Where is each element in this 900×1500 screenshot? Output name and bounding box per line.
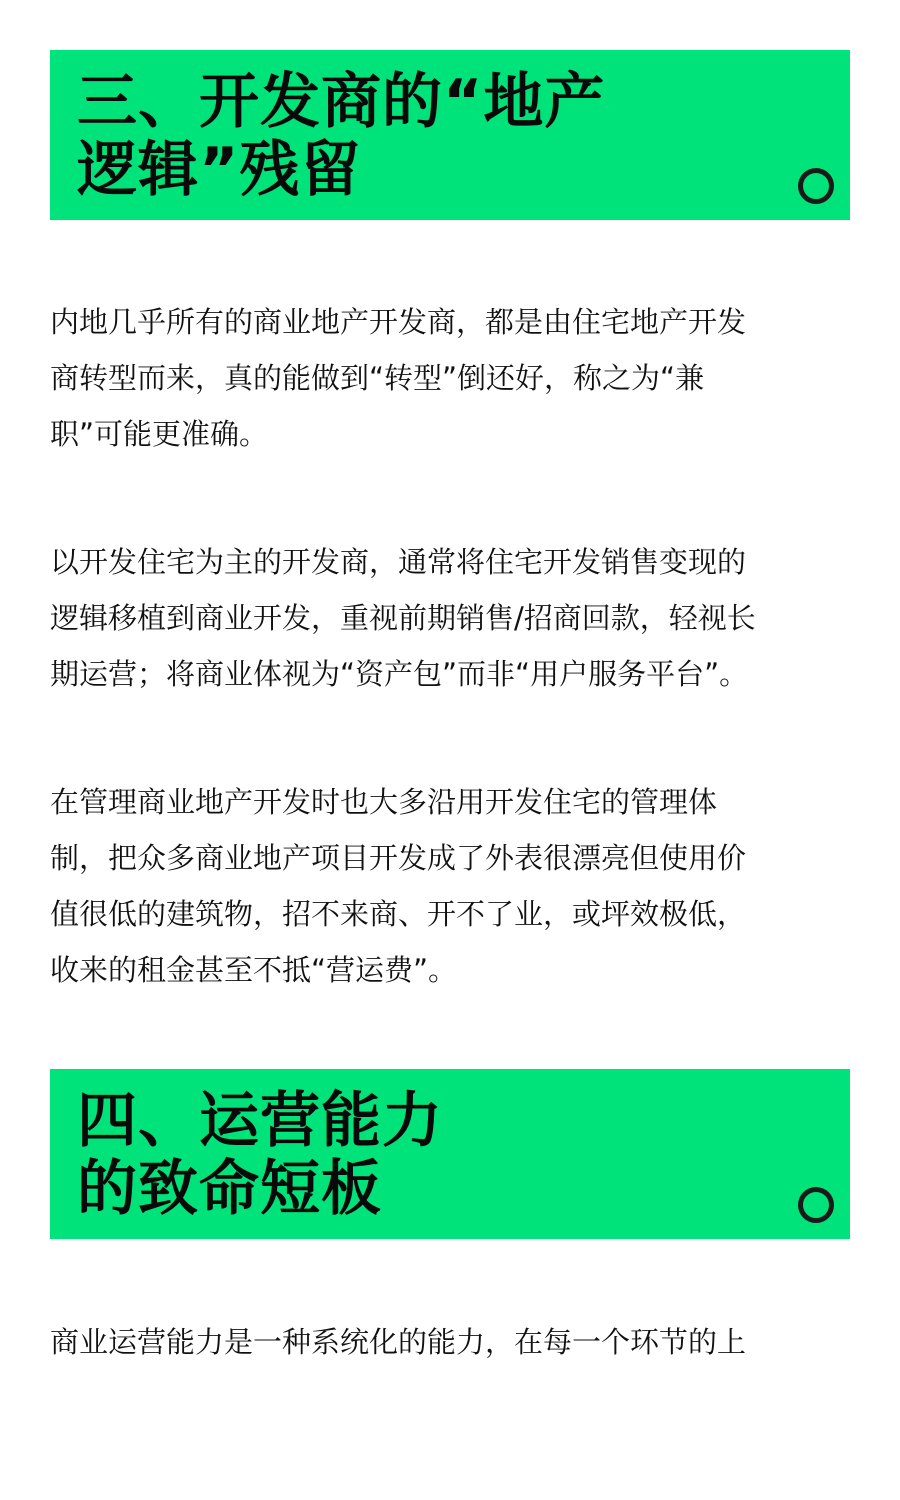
paragraph-line: 值很低的建筑物，招不来商、开不了业，或坪效极低， [50,897,747,931]
circle-icon [798,1187,834,1223]
paragraph-line: 职”可能更准确。 [50,417,269,451]
paragraph-line: 商转型而来，真的能做到“转型”倒还好，称之为“兼 [50,361,705,395]
section-3-title-line-2: 逻辑”残留 [77,135,362,205]
circle-icon [798,168,834,204]
paragraph [50,294,850,462]
paragraph [50,774,850,998]
section-4-title-line-1: 四、运营能力 [77,1086,443,1156]
paragraph-line: 制，把众多商业地产项目开发成了外表很漂亮但使用价 [50,841,747,875]
section-3-title [77,68,605,204]
section-4-title [77,1087,443,1223]
paragraph-line: 商业运营能力是一种系统化的能力，在每一个环节的上 [50,1325,747,1359]
section-4-title-line-2: 的致命短板 [77,1154,382,1224]
paragraph-line: 以开发住宅为主的开发商，通常将住宅开发销售变现的 [50,545,747,579]
section-3-header [50,50,850,220]
paragraph [50,534,850,702]
section-4-header [50,1069,850,1239]
paragraph [50,1314,850,1370]
paragraph-line: 收来的租金甚至不抵“营运费”。 [50,953,458,987]
section-3-title-line-1: 三、开发商的“地产 [77,67,606,137]
paragraph-line: 逻辑移植到商业开发，重视前期销售/招商回款，轻视长 [50,601,756,635]
paragraph-line: 在管理商业地产开发时也大多沿用开发住宅的管理体 [50,785,718,819]
paragraph-line: 期运营；将商业体视为“资产包”而非“用户服务平台”。 [50,657,749,691]
paragraph-line: 内地几乎所有的商业地产开发商，都是由住宅地产开发 [50,305,747,339]
